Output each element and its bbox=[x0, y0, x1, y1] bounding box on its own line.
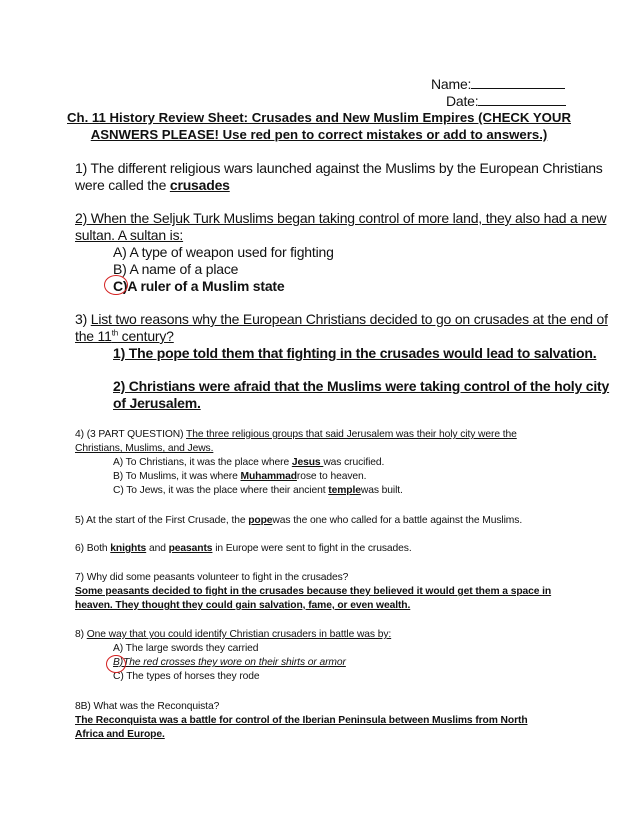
q7-answer-line1: Some peasants decided to fight in the crusades because they believed it would get them a space in bbox=[75, 586, 552, 597]
q2-option-a-letter: A) bbox=[113, 244, 127, 260]
q7-line1: 7) Why did some peasants volunteer to fight in the crusades? bbox=[75, 572, 349, 583]
q8b-line1: 8B) What was the Reconquista? bbox=[75, 701, 220, 712]
q2-option-c-text: A ruler of a Muslim state bbox=[127, 278, 285, 294]
q5-line bbox=[75, 515, 522, 526]
q1-answer: crusades bbox=[169, 177, 230, 193]
date-field bbox=[446, 93, 566, 109]
q3-line2-post: century? bbox=[117, 328, 174, 344]
red-pen-circle-q2 bbox=[104, 275, 128, 295]
q3-line2 bbox=[75, 328, 174, 344]
q4-a-answer: Jesus bbox=[291, 457, 324, 468]
page-title-line1: Ch. 11 History Review Sheet: Crusades and New Muslim Empires (CHECK YOUR bbox=[67, 110, 571, 125]
q8b-answer-line2: Africa and Europe. bbox=[75, 729, 165, 740]
q4-c-post: was built. bbox=[360, 485, 403, 496]
q5-answer: pope bbox=[248, 515, 273, 526]
name-field bbox=[431, 76, 565, 92]
q4-line1-text: The three religious groups that said Jerusalem was their holy city were the bbox=[186, 429, 517, 440]
q3-num: 3) bbox=[75, 311, 91, 327]
q8b-answer-line1: The Reconquista was a battle for control of the Iberian Peninsula between Muslims from North bbox=[75, 715, 528, 726]
q4-part-b bbox=[113, 471, 366, 482]
q5-text: 5) At the start of the First Crusade, the bbox=[75, 515, 249, 526]
q3-answer2-line1: 2) Christians were afraid that the Muslims were taking control of the holy city bbox=[113, 378, 610, 394]
q1-line1: 1) The different religious wars launched against the Muslims by the European Christians bbox=[75, 160, 603, 176]
q3-line2-pre: the 11 bbox=[75, 328, 112, 344]
q3-line1-text: List two reasons why the European Christians decided to go on crusades at the end of bbox=[90, 311, 608, 327]
q4-a-text: A) To Christians, it was the place where bbox=[113, 457, 292, 468]
q3-line1 bbox=[75, 311, 608, 327]
q8-num: 8) bbox=[75, 629, 87, 640]
page-title-line2: ASNWERS PLEASE! Use red pen to correct mistakes or add to answers.) bbox=[90, 127, 548, 142]
q3-answer2-line2: of Jerusalem. bbox=[113, 395, 201, 411]
date-blank bbox=[478, 93, 566, 106]
q2-option-b-text: A name of a place bbox=[126, 261, 239, 277]
q8-option-b: B)The red crosses they wore on their shirts or armor bbox=[113, 657, 346, 668]
q1-line2 bbox=[75, 177, 230, 193]
q4-b-post: rose to heaven. bbox=[296, 471, 367, 482]
name-blank bbox=[471, 76, 565, 89]
date-label: Date: bbox=[446, 93, 479, 109]
q4-c-answer: temple bbox=[328, 485, 361, 496]
q4-b-text: B) To Muslims, it was where bbox=[113, 471, 241, 482]
q2-option-a-text: A type of weapon used for fighting bbox=[126, 244, 334, 260]
q4-c-text: C) To Jews, it was the place where their ancient bbox=[113, 485, 329, 496]
q2-option-c bbox=[113, 278, 284, 294]
q6-line bbox=[75, 543, 412, 554]
q4-part-a bbox=[113, 457, 384, 468]
q4-line1-pre: 4) (3 PART QUESTION) bbox=[75, 429, 186, 440]
q4-line1 bbox=[75, 429, 517, 440]
red-pen-circle-q8 bbox=[106, 655, 126, 673]
q8-line1 bbox=[75, 629, 391, 640]
q4-b-answer: Muhammad bbox=[240, 471, 297, 482]
q3-line2-sup: th bbox=[111, 328, 118, 338]
q6-text: 6) Both bbox=[75, 543, 111, 554]
q8-option-a: A) The large swords they carried bbox=[113, 643, 259, 654]
q4-line2: Christians, Muslims, and Jews. bbox=[75, 443, 214, 454]
q8-option-c: C) The types of horses they rode bbox=[113, 671, 260, 682]
q6-answer1: knights bbox=[110, 543, 147, 554]
q2-option-c-letter: C) bbox=[113, 278, 128, 294]
q2-option-b bbox=[113, 261, 238, 277]
q4-part-c bbox=[113, 485, 403, 496]
q2-line2: sultan. A sultan is: bbox=[75, 227, 184, 243]
name-label: Name: bbox=[431, 76, 472, 92]
q3-answer1: 1) The pope told them that fighting in the crusades would lead to salvation. bbox=[113, 345, 597, 361]
q4-a-post: was crucified. bbox=[323, 457, 385, 468]
q1-line2-text: were called the bbox=[75, 177, 170, 193]
q2-option-a bbox=[113, 244, 334, 260]
q2-line1: 2) When the Seljuk Turk Muslims began taking control of more land, they also had a new bbox=[75, 210, 607, 226]
q6-answer2: peasants bbox=[168, 543, 213, 554]
q6-post: in Europe were sent to fight in the crusades. bbox=[212, 543, 412, 554]
q6-mid: and bbox=[146, 543, 169, 554]
q2-option-b-letter: B) bbox=[113, 261, 127, 277]
q5-post: was the one who called for a battle against the Muslims. bbox=[272, 515, 523, 526]
q8-line1-text: One way that you could identify Christian crusaders in battle was by: bbox=[86, 629, 392, 640]
q7-answer-line2: heaven. They thought they could gain salvation, fame, or even wealth. bbox=[75, 600, 411, 611]
